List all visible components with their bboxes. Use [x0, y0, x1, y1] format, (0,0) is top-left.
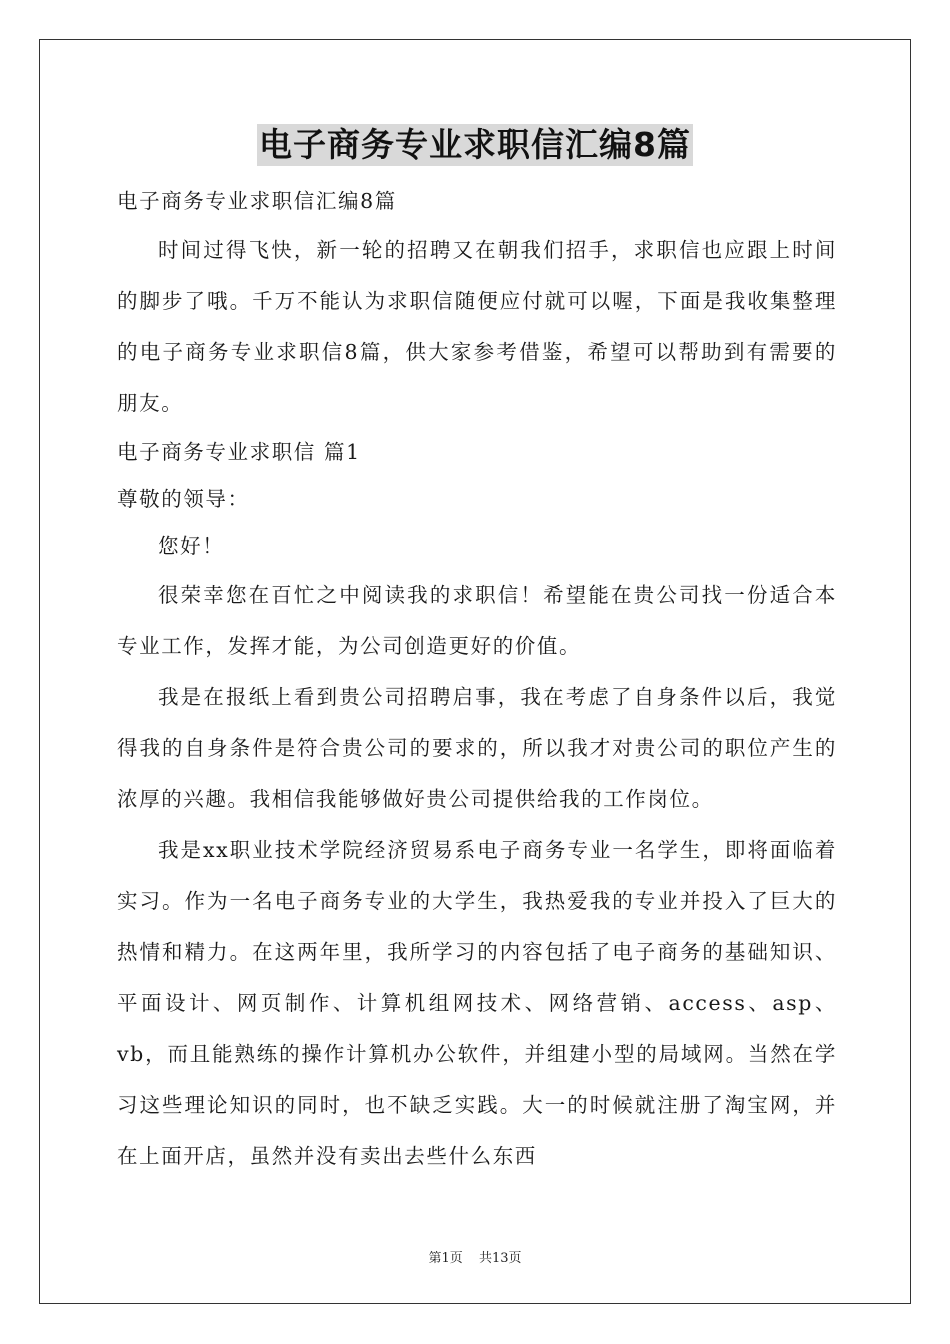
page-number: 第1页 [428, 1251, 463, 1266]
page-footer [0, 1247, 950, 1266]
greeting: 您好！ [158, 534, 225, 558]
body-paragraph-3: 我是xx职业技术学院经济贸易系电子商务专业一名学生，即将面临着实习。作为一名电子商务专业的大学生，我热爱我的专业并投入了巨大的热情和精力。在这两年里，我所学习的内容包括了电子商务的基础知识、平面设计、网页制作、计算机组网技术、网络营销、access、asp、vb，而且能熟练的操作计算机办公软件，并组建小型的局域网。当然在学习这些理论知识的同时，也不缺乏实践。大一的时候就注册了淘宝网，并在上面开店，虽然并没有卖出去些什么东西 [117, 838, 837, 1168]
page-total: 共13页 [478, 1251, 522, 1266]
body-paragraph-2: 我是在报纸上看到贵公司招聘启事，我在考虑了自身条件以后，我觉得我的自身条件是符合贵公司的要求的，所以我才对贵公司的职位产生的浓厚的兴趣。我相信我能够做好贵公司提供给我的工作岗位。 [117, 685, 837, 811]
salutation: 尊敬的领导： [117, 487, 250, 511]
document-body [117, 178, 837, 1182]
intro-paragraph: 时间过得飞快，新一轮的招聘又在朝我们招手，求职信也应跟上时间的脚步了哦。千万不能认为求职信随便应付就可以喔，下面是我收集整理的电子商务专业求职信8篇，供大家参考借鉴，希望可以帮助到有需要的朋友。 [117, 238, 837, 415]
title-container [0, 124, 950, 166]
body-paragraph-1: 很荣幸您在百忙之中阅读我的求职信！希望能在贵公司找一份适合本专业工作，发挥才能，为公司创造更好的价值。 [117, 583, 837, 658]
section-heading: 电子商务专业求职信 篇1 [117, 440, 361, 464]
document-subtitle: 电子商务专业求职信汇编8篇 [117, 189, 397, 213]
document-title: 电子商务专业求职信汇编8篇 [259, 125, 691, 164]
